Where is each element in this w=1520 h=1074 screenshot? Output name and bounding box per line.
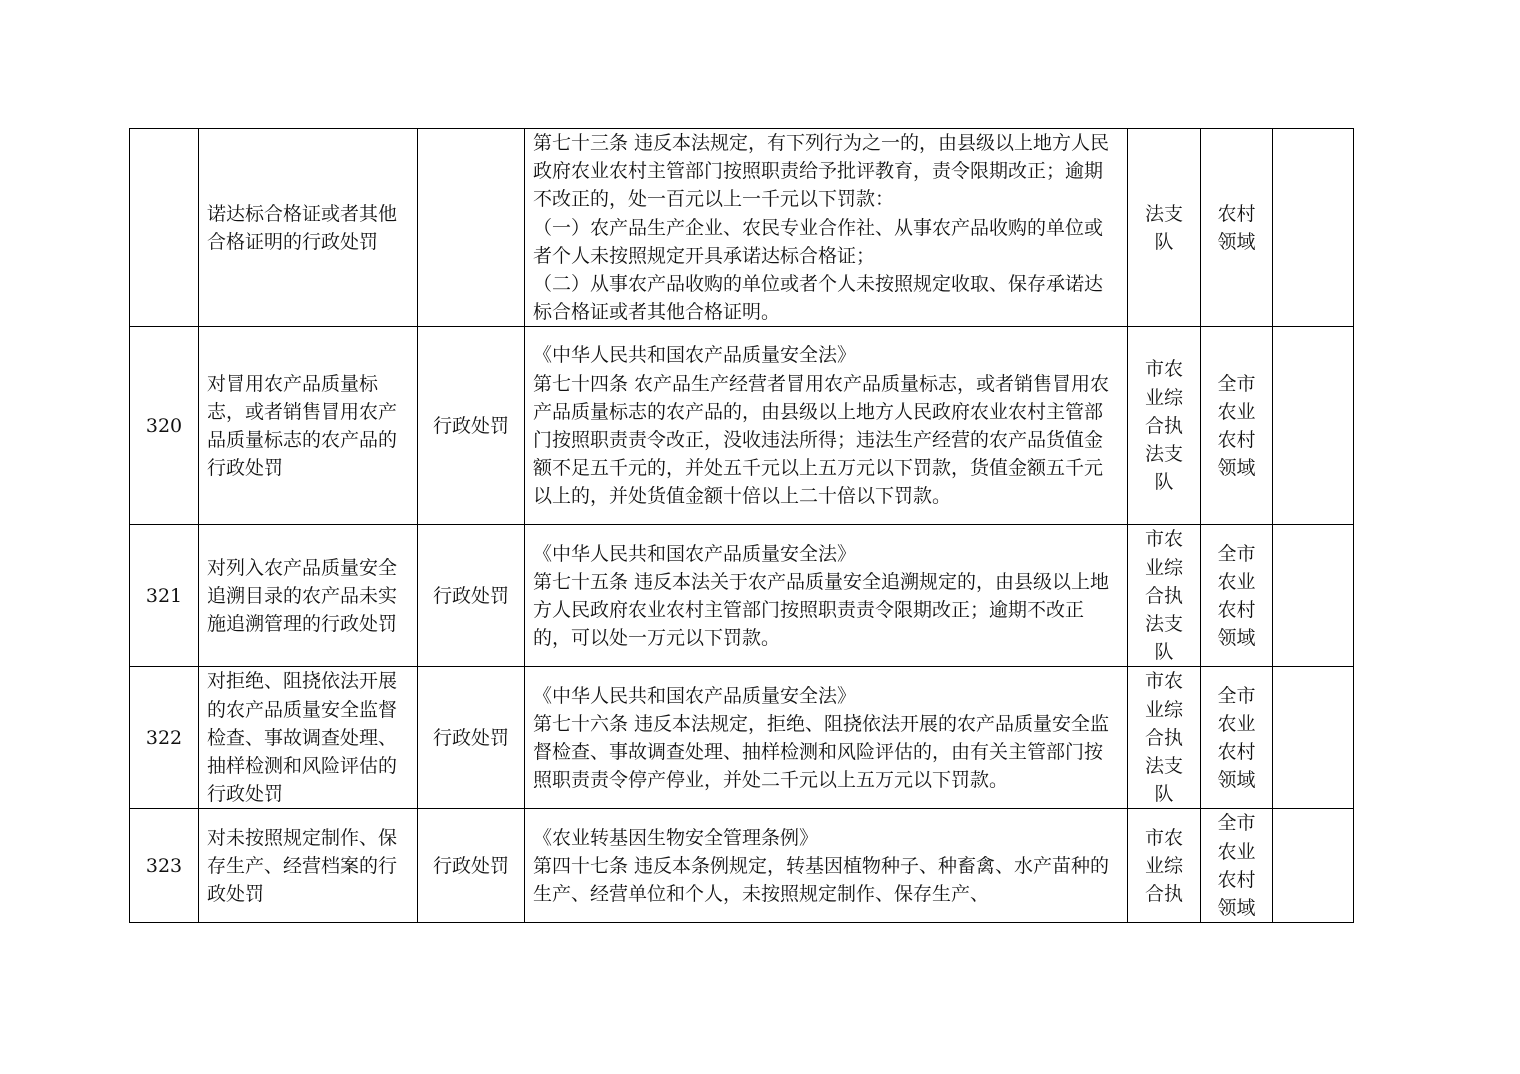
basis-line: 《中华人民共和国农产品质量安全法》: [533, 542, 857, 565]
item-name: 对冒用农产品质量标志，或者销售冒用农产品质量标志的农产品的行政处罚: [199, 327, 418, 525]
administrative-penalty-table: [129, 128, 1354, 923]
basis-line: 第七十四条 农产品生产经营者冒用农产品质量标志，或者销售冒用农产品质量标志的农产品的，由县级以上地方人民政府农业农村主管部门按照职责责令改正，没收违法所得；违法生产经营的农产品货值金额不足五千元的，并处五千元以上五万元以下罚款，货值金额五千元以上的，并处货值金额十倍以上二十倍以下罚款。: [533, 372, 1110, 508]
item-category: [418, 129, 525, 327]
legal-basis: [525, 129, 1128, 327]
table-row: [130, 525, 1354, 667]
enforcement-agency: 市农业综合执法支队: [1128, 525, 1201, 667]
basis-line: 第四十七条 违反本条例规定，转基因植物种子、种畜禽、水产苗种的生产、经营单位和个人，未按照规定制作、保存生产、: [533, 854, 1110, 905]
legal-basis: [525, 327, 1128, 525]
basis-line: 《中华人民共和国农产品质量安全法》: [533, 684, 857, 707]
item-category: 行政处罚: [418, 525, 525, 667]
basis-line: 第七十五条 违反本法关于农产品质量安全追溯规定的，由县级以上地方人民政府农业农村主管部门按照职责责令限期改正；逾期不改正的，可以处一万元以下罚款。: [533, 570, 1110, 650]
basis-line: 《农业转基因生物安全管理条例》: [533, 826, 819, 849]
item-name: 对拒绝、阻挠依法开展的农产品质量安全监督检查、事故调查处理、抽样检测和风险评估的行政处罚: [199, 667, 418, 809]
enforcement-agency: 法支队: [1128, 129, 1201, 327]
legal-basis: [525, 809, 1128, 923]
table-row: [130, 327, 1354, 525]
row-number: [130, 129, 199, 327]
item-category: 行政处罚: [418, 667, 525, 809]
remark-cell: [1273, 327, 1354, 525]
basis-line: 第七十六条 违反本法规定，拒绝、阻挠依法开展的农产品质量安全监督检查、事故调查处理、抽样检测和风险评估的，由有关主管部门按照职责责令停产停业，并处二千元以上五万元以下罚款。: [533, 712, 1110, 792]
item-name: 对列入农产品质量安全追溯目录的农产品未实施追溯管理的行政处罚: [199, 525, 418, 667]
basis-line: （一）农产品生产企业、农民专业合作社、从事农产品收购的单位或者个人未按照规定开具承诺达标合格证；: [533, 216, 1104, 267]
legal-basis: [525, 667, 1128, 809]
item-category: 行政处罚: [418, 327, 525, 525]
jurisdiction-region: 全市农业农村领域: [1201, 667, 1273, 809]
row-number: 320: [130, 327, 199, 525]
legal-basis: [525, 525, 1128, 667]
row-number: 321: [130, 525, 199, 667]
table-row: [130, 809, 1354, 923]
basis-line: 第七十三条 违反本法规定，有下列行为之一的，由县级以上地方人民政府农业农村主管部门按照职责给予批评教育，责令限期改正；逾期不改正的，处一百元以上一千元以下罚款：: [533, 132, 1110, 211]
jurisdiction-region: 全市农业农村领域: [1201, 809, 1273, 923]
remark-cell: [1273, 525, 1354, 667]
table-row: [130, 129, 1354, 327]
jurisdiction-region: 农村领域: [1201, 129, 1273, 327]
table-row: [130, 667, 1354, 809]
row-number: 323: [130, 809, 199, 923]
item-name: 诺达标合格证或者其他合格证明的行政处罚: [199, 129, 418, 327]
remark-cell: [1273, 129, 1354, 327]
remark-cell: [1273, 809, 1354, 923]
jurisdiction-region: 全市农业农村领域: [1201, 525, 1273, 667]
row-number: 322: [130, 667, 199, 809]
enforcement-agency: 市农业综合执法支队: [1128, 667, 1201, 809]
item-category: 行政处罚: [418, 809, 525, 923]
item-name: 对未按照规定制作、保存生产、经营档案的行政处罚: [199, 809, 418, 923]
jurisdiction-region: 全市农业农村领域: [1201, 327, 1273, 525]
basis-line: （二）从事农产品收购的单位或者个人未按照规定收取、保存承诺达标合格证或者其他合格证明。: [533, 273, 1104, 324]
basis-line: 《中华人民共和国农产品质量安全法》: [533, 344, 857, 367]
enforcement-agency: 市农业综合执法支队: [1128, 327, 1201, 525]
enforcement-agency: 市农业综合执: [1128, 809, 1201, 923]
remark-cell: [1273, 667, 1354, 809]
